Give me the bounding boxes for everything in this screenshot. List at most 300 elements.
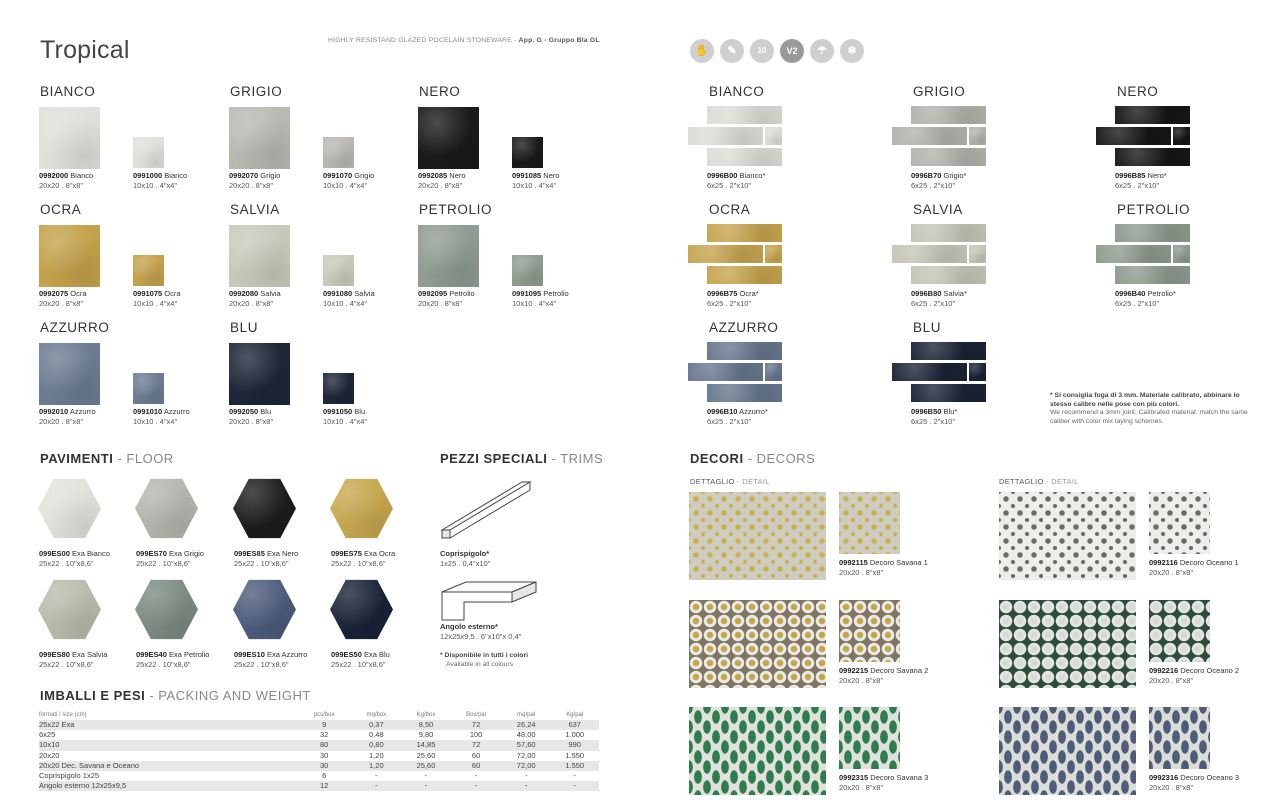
- packing-cell: 80: [297, 740, 350, 750]
- code-10x10-blu: [323, 407, 365, 417]
- size-20x20-grigio: 20x20 . 8"x8": [229, 181, 274, 190]
- hex-code-099es85: [234, 549, 298, 559]
- code-20x20-petrolio-label: Petrolio: [447, 289, 475, 298]
- hex-size-099es50: 25x22 . 10"x8,6": [331, 660, 386, 669]
- packing-cell: 1,20: [369, 750, 384, 760]
- code-20x20-ocra: [39, 289, 87, 299]
- tile-20x20-azzurro: [39, 343, 100, 405]
- hex-size-099es75: 25x22 . 10"x8,6": [331, 559, 386, 568]
- color-name-azzurro: AZZURRO: [40, 320, 110, 335]
- catalog-subtitle: [328, 37, 600, 44]
- packing-col-4: Box/pal: [466, 711, 487, 718]
- code-20x20-nero-code: 0992085: [418, 171, 448, 180]
- packing-cell: 25,60: [402, 761, 451, 771]
- tile-10x10-azzurro: [133, 373, 164, 404]
- brick-code-blu-code: 0996B50: [911, 407, 942, 416]
- code-20x20-salvia-code: 0992080: [229, 289, 259, 298]
- r10-icon: 10: [750, 39, 774, 63]
- brick-code-nero-label: Nero*: [1145, 171, 1167, 180]
- code-20x20-petrolio-code: 0992095: [418, 289, 448, 298]
- savana-detail-3: [689, 707, 826, 795]
- hex-code-099es80-code: 099ES80: [39, 650, 70, 659]
- code-20x20-salvia-label: Salvia: [258, 289, 281, 298]
- packing-cell: -: [402, 781, 451, 791]
- hex-code-099es50-label: Exa Blu: [361, 650, 390, 659]
- size-20x20-nero: 20x20 . 8"x8": [418, 181, 463, 190]
- size-20x20-bianco: 20x20 . 8"x8": [39, 181, 84, 190]
- code-20x20-nero: [418, 171, 466, 181]
- packing-cell: 100: [469, 730, 483, 740]
- decor-code-0992216-code: 0992216: [1149, 666, 1179, 675]
- packing-col-6: Kg/pal: [566, 711, 584, 718]
- packing-cell: 1.550: [550, 761, 599, 771]
- coprispigolo-drawing: [438, 476, 534, 544]
- tile-20x20-salvia: [229, 225, 290, 287]
- code-10x10-petrolio: [512, 289, 569, 299]
- code-10x10-ocra: [133, 289, 181, 299]
- brick-code-salvia-code: 0996B80: [911, 289, 942, 298]
- decors-section-title: DECORI - DECORS: [690, 451, 816, 466]
- brick-blu-3: [911, 384, 986, 402]
- savana-tile-2: [839, 600, 900, 662]
- hex-size-099es10: 25x22 . 10"x8,6": [234, 660, 289, 669]
- code-20x20-blu: [229, 407, 271, 417]
- packing-cell: -: [502, 781, 551, 791]
- oceano-detail-2: [999, 600, 1136, 688]
- size-20x20-ocra: 20x20 . 8"x8": [39, 299, 84, 308]
- hex-code-099es75: [331, 549, 395, 559]
- packing-cell: 0,37: [351, 720, 402, 730]
- tile-20x20-ocra: [39, 225, 100, 287]
- packing-cell: 6x25: [39, 730, 56, 740]
- hex-code-099es40-label: Exa Petrolio: [166, 650, 210, 659]
- size-10x10-bianco: 10x10 . 4"x4": [133, 181, 178, 190]
- trim-angolo-name: Angolo esterno*: [440, 622, 498, 631]
- hex-code-099es50: [331, 650, 390, 660]
- color-name-grigio: GRIGIO: [230, 84, 283, 99]
- packing-cell: 72,00: [516, 750, 536, 760]
- code-10x10-bianco-label: Bianco: [162, 171, 188, 180]
- decor-code-0992116-code: 0992116: [1149, 558, 1178, 567]
- brick-color-name-blu: BLU: [913, 320, 942, 335]
- code-10x10-nero-code: 0991085: [512, 171, 542, 180]
- brick-code-grigio-code: 0996B70: [911, 171, 942, 180]
- hex-size-099es40: 25x22 . 10"x8,6": [136, 660, 191, 669]
- brick-salvia-3: [911, 266, 986, 284]
- hex-tile-099es50: [330, 578, 393, 641]
- brick-nero-3: [1115, 148, 1190, 166]
- packing-cell: 1.550: [565, 750, 585, 760]
- brick-grigio-1: [911, 106, 986, 124]
- brick-bianco-cut: [765, 127, 782, 145]
- hex-size-099es70: 25x22 . 10"x8,6": [136, 559, 191, 568]
- brick-salvia-1: [911, 224, 986, 242]
- code-20x20-salvia: [229, 289, 281, 299]
- decor-code-0992315-label: Decoro Savana 3: [868, 773, 929, 782]
- packing-row: [39, 730, 599, 740]
- packing-cell: 48,00: [516, 730, 536, 740]
- code-20x20-bianco-label: Bianco: [68, 171, 94, 180]
- code-10x10-azzurro-label: Azzurro: [162, 407, 190, 416]
- packing-cell: 10x10: [39, 740, 297, 750]
- packing-row: [39, 751, 599, 761]
- packing-cell: 637: [550, 720, 599, 730]
- bricks-note-it: * Si consiglia fuga di 3 mm. Materiale calibrato, abbinare lo stesso calibro nelle pose con più colori.: [1050, 392, 1240, 408]
- brick-azzurro-1: [707, 342, 782, 360]
- packing-col-1: pcs/box: [313, 711, 335, 718]
- decor-code-0992316-code: 0992316: [1149, 773, 1179, 782]
- brick-bianco-3: [707, 148, 782, 166]
- brush-icon: ✎: [720, 39, 744, 63]
- code-10x10-salvia: [323, 289, 375, 299]
- packing-cell: -: [424, 771, 428, 781]
- brick-color-name-nero: NERO: [1117, 84, 1159, 99]
- brick-salvia-2: [892, 245, 967, 263]
- brick-nero-cut: [1173, 127, 1190, 145]
- tile-10x10-nero: [512, 137, 543, 168]
- v2-icon: V2: [780, 39, 804, 63]
- packing-cell: -: [524, 771, 528, 781]
- packing-cell: 60: [471, 750, 481, 760]
- trim-coprispigolo-size: 1x25 . 0,4"x10": [440, 559, 491, 568]
- hex-code-099es70-label: Exa Grigio: [166, 549, 204, 558]
- code-10x10-blu-label: Blu: [352, 407, 366, 416]
- brick-bianco-1: [707, 106, 782, 124]
- color-name-ocra: OCRA: [40, 202, 82, 217]
- packing-cell: 20x20 Dec. Savana e Oceano: [39, 761, 297, 771]
- size-20x20-blu: 20x20 . 8"x8": [229, 417, 274, 426]
- catalog-title: Tropical: [40, 36, 130, 64]
- brick-ocra-cut: [765, 245, 782, 263]
- decor-size-0992116: 20x20 . 8"x8": [1149, 568, 1194, 577]
- brick-nero-2: [1096, 127, 1171, 145]
- brick-blu-2: [892, 363, 967, 381]
- decor-size-0992316: 20x20 . 8"x8": [1149, 783, 1194, 792]
- bricks-note-en: We recommend a 3mm joint. Calibrated material: match the same caliber with color mix laying schemes.: [1050, 409, 1248, 425]
- hex-code-099es00: [39, 549, 110, 559]
- packing-cell: -: [351, 781, 402, 791]
- trims-note-it: * Disponibile in tutti i colori: [440, 652, 528, 659]
- packing-cell: 8,50: [402, 720, 451, 730]
- code-10x10-nero: [512, 171, 560, 181]
- code-20x20-petrolio: [418, 289, 475, 299]
- hex-code-099es00-code: 099ES00: [39, 549, 70, 558]
- hex-size-099es80: 25x22 . 10"x8,6": [39, 660, 94, 669]
- decor-code-0992116-label: Decoro Oceano 1: [1177, 558, 1239, 567]
- packing-cell: 0,80: [351, 740, 402, 750]
- tile-20x20-nero: [418, 107, 479, 169]
- packing-col-5: mq/pal: [517, 711, 536, 718]
- trim-coprispigolo-name: Coprispigolo*: [440, 549, 490, 558]
- brick-size-petrolio: 6x25 . 2"x10": [1115, 299, 1160, 308]
- code-20x20-blu-label: Blu: [258, 407, 272, 416]
- hex-code-099es70: [136, 549, 204, 559]
- tile-20x20-petrolio: [418, 225, 479, 287]
- code-10x10-blu-code: 0991050: [323, 407, 353, 416]
- packing-cell: Angolo esterno 12x25x9,5: [39, 781, 297, 791]
- code-10x10-petrolio-code: 0991095: [512, 289, 542, 298]
- packing-cell: 12: [297, 781, 350, 791]
- brick-bianco-2: [688, 127, 763, 145]
- code-10x10-salvia-code: 0991080: [323, 289, 353, 298]
- brick-code-azzurro-code: 0996B10: [707, 407, 738, 416]
- code-20x20-azzurro-code: 0992010: [39, 407, 69, 416]
- tile-10x10-bianco: [133, 137, 164, 168]
- code-20x20-blu-code: 0992050: [229, 407, 259, 416]
- packing-row: [39, 771, 599, 781]
- trims-section-title: PEZZI SPECIALI - TRIMS: [440, 451, 604, 466]
- brick-blu-cut: [969, 363, 986, 381]
- tile-10x10-salvia: [323, 255, 354, 286]
- decor-size-0992216: 20x20 . 8"x8": [1149, 676, 1194, 685]
- tile-20x20-grigio: [229, 107, 290, 169]
- code-10x10-bianco-code: 0991000: [133, 171, 163, 180]
- decor-code-0992216-label: Decoro Oceano 2: [1178, 666, 1240, 675]
- tile-10x10-grigio: [323, 137, 354, 168]
- packing-cell: 9,80: [418, 730, 434, 740]
- hex-tile-099es10: [233, 578, 296, 641]
- oceano-detail-3: [999, 707, 1136, 795]
- umbrella-icon: ☂: [810, 39, 834, 63]
- brick-azzurro-cut: [765, 363, 782, 381]
- packing-cell: 6: [322, 771, 327, 781]
- brick-grigio-cut: [969, 127, 986, 145]
- packing-col-3: Kg/box: [416, 711, 436, 718]
- packing-table: [39, 709, 599, 791]
- brick-size-grigio: 6x25 . 2"x10": [911, 181, 956, 190]
- decor-code-0992316-label: Decoro Oceano 3: [1178, 773, 1240, 782]
- decor-code-0992216: [1149, 666, 1239, 676]
- detail-label-savana: DETTAGLIO - DETAIL: [690, 477, 770, 486]
- brick-code-blu: [911, 407, 957, 417]
- code-20x20-ocra-code: 0992075: [39, 289, 69, 298]
- size-10x10-azzurro: 10x10 . 4"x4": [133, 417, 178, 426]
- brick-code-nero-code: 0996B85: [1115, 171, 1146, 180]
- brick-color-name-ocra: OCRA: [709, 202, 751, 217]
- code-10x10-grigio-code: 0991070: [323, 171, 353, 180]
- brick-code-salvia-label: Salvia*: [941, 289, 967, 298]
- packing-cell: -: [375, 771, 378, 781]
- bricks-note: [1050, 392, 1255, 426]
- packing-row: [39, 720, 599, 730]
- brick-color-name-petrolio: PETROLIO: [1117, 202, 1191, 217]
- brick-azzurro-3: [707, 384, 782, 402]
- snowflake-icon: ❄: [840, 39, 864, 63]
- code-20x20-ocra-label: Ocra: [68, 289, 87, 298]
- hex-code-099es80: [39, 650, 107, 660]
- subtitle-light: HIGHLY RESISTAND GLAZED POCELAIN STONEWARE -: [328, 37, 519, 44]
- packing-header-row: [39, 709, 599, 720]
- brick-ocra-1: [707, 224, 782, 242]
- packing-cell: 26,24: [502, 720, 551, 730]
- hex-code-099es00-label: Exa Bianco: [69, 549, 110, 558]
- hex-code-099es85-label: Exa Nero: [264, 549, 299, 558]
- detail-label-oceano: DETTAGLIO - DETAIL: [999, 477, 1079, 486]
- brick-code-azzurro: [707, 407, 768, 417]
- hex-code-099es10-code: 099ES10: [234, 650, 265, 659]
- packing-cell: -: [474, 771, 478, 781]
- brick-color-name-bianco: BIANCO: [709, 84, 765, 99]
- trims-note: [440, 652, 528, 669]
- brick-petrolio-1: [1115, 224, 1190, 242]
- brick-size-ocra: 6x25 . 2"x10": [707, 299, 752, 308]
- hex-code-099es10-label: Exa Azzurro: [264, 650, 308, 659]
- savana-tile-1: [839, 492, 900, 554]
- color-name-bianco: BIANCO: [40, 84, 96, 99]
- packing-cell: 20x20: [39, 750, 60, 760]
- hex-code-099es75-label: Exa Ocra: [361, 549, 396, 558]
- savana-tile-3: [839, 707, 900, 769]
- floor-section-title: PAVIMENTI - FLOOR: [40, 451, 174, 466]
- size-10x10-blu: 10x10 . 4"x4": [323, 417, 368, 426]
- brick-ocra-3: [707, 266, 782, 284]
- hex-size-099es00: 25x22 . 10"x8,6": [39, 559, 94, 568]
- brick-size-azzurro: 6x25 . 2"x10": [707, 417, 752, 426]
- oceano-tile-1: [1149, 492, 1210, 554]
- code-10x10-bianco: [133, 171, 187, 181]
- packing-cell: 25,60: [416, 750, 436, 760]
- brick-code-petrolio-label: Petrolio*: [1145, 289, 1176, 298]
- brick-size-blu: 6x25 . 2"x10": [911, 417, 956, 426]
- decor-size-0992115: 20x20 . 8"x8": [839, 568, 884, 577]
- angolo-esterno-drawing: [438, 578, 538, 624]
- code-10x10-ocra-code: 0991075: [133, 289, 163, 298]
- packing-cell: 32: [320, 730, 329, 740]
- hex-size-099es85: 25x22 . 10"x8,6": [234, 559, 289, 568]
- packing-row: [39, 740, 599, 750]
- hex-tile-099es40: [135, 578, 198, 641]
- savana-detail-1: [689, 492, 826, 580]
- oceano-tile-3: [1149, 707, 1210, 769]
- color-name-nero: NERO: [419, 84, 461, 99]
- packing-section-title: IMBALLI E PESI - PACKING AND WEIGHT: [40, 688, 311, 703]
- brick-petrolio-2: [1096, 245, 1171, 263]
- brick-code-petrolio: [1115, 289, 1176, 299]
- size-10x10-petrolio: 10x10 . 4"x4": [512, 299, 557, 308]
- savana-detail-2: [689, 600, 826, 688]
- hex-code-099es85-code: 099ES85: [234, 549, 265, 558]
- decor-code-0992315: [839, 773, 928, 783]
- hex-tile-099es85: [233, 477, 296, 540]
- packing-cell: 1.000: [565, 730, 585, 740]
- decor-code-0992215-code: 0992215: [839, 666, 869, 675]
- code-10x10-salvia-label: Salvia: [352, 289, 375, 298]
- packing-cell: Coprispigolo 1x25: [39, 771, 100, 781]
- packing-cell: 30: [297, 761, 350, 771]
- code-20x20-grigio-label: Grigio: [258, 171, 281, 180]
- size-10x10-grigio: 10x10 . 4"x4": [323, 181, 368, 190]
- decor-code-0992315-code: 0992315: [839, 773, 869, 782]
- packing-cell: 0,48: [369, 730, 384, 740]
- code-20x20-azzurro-label: Azzurro: [68, 407, 96, 416]
- hex-code-099es10: [234, 650, 307, 660]
- brick-code-bianco: [707, 171, 765, 181]
- brick-grigio-2: [892, 127, 967, 145]
- code-10x10-grigio: [323, 171, 374, 181]
- packing-row: [39, 761, 599, 771]
- code-10x10-nero-label: Nero: [541, 171, 560, 180]
- brick-code-bianco-label: Bianco*: [737, 171, 766, 180]
- oceano-tile-2: [1149, 600, 1210, 662]
- brick-code-grigio: [911, 171, 966, 181]
- color-name-blu: BLU: [230, 320, 259, 335]
- decor-code-0992316: [1149, 773, 1239, 783]
- code-20x20-azzurro: [39, 407, 96, 417]
- brick-size-bianco: 6x25 . 2"x10": [707, 181, 752, 190]
- code-10x10-azzurro-code: 0991010: [133, 407, 163, 416]
- brick-code-grigio-label: Grigio*: [941, 171, 967, 180]
- brick-code-nero: [1115, 171, 1167, 181]
- brick-color-name-azzurro: AZZURRO: [709, 320, 779, 335]
- oceano-detail-1: [999, 492, 1136, 580]
- color-name-petrolio: PETROLIO: [419, 202, 493, 217]
- hex-code-099es50-code: 099ES50: [331, 650, 362, 659]
- packing-row: [39, 781, 599, 791]
- brick-grigio-3: [911, 148, 986, 166]
- packing-cell: 72,00: [502, 761, 551, 771]
- packing-cell: -: [573, 771, 576, 781]
- brick-color-name-salvia: SALVIA: [913, 202, 963, 217]
- tile-10x10-ocra: [133, 255, 164, 286]
- brick-code-ocra-label: Ocra*: [737, 289, 759, 298]
- tile-10x10-blu: [323, 373, 354, 404]
- decor-code-0992115-code: 0992115: [839, 558, 868, 567]
- tile-20x20-blu: [229, 343, 290, 405]
- hand-icon: ✋: [690, 39, 714, 63]
- brick-code-ocra-code: 0996B75: [707, 289, 738, 298]
- hex-code-099es75-code: 099ES75: [331, 549, 362, 558]
- size-10x10-ocra: 10x10 . 4"x4": [133, 299, 178, 308]
- code-10x10-petrolio-label: Petrolio: [541, 289, 569, 298]
- brick-size-nero: 6x25 . 2"x10": [1115, 181, 1160, 190]
- packing-cell: 14,85: [402, 740, 451, 750]
- subtitle-bold: App. G - Gruppo Bla GL: [518, 37, 600, 44]
- packing-col-2: mq/box: [366, 711, 387, 718]
- brick-ocra-2: [688, 245, 763, 263]
- decor-size-0992315: 20x20 . 8"x8": [839, 783, 884, 792]
- code-20x20-grigio: [229, 171, 280, 181]
- brick-color-name-grigio: GRIGIO: [913, 84, 966, 99]
- color-name-salvia: SALVIA: [230, 202, 280, 217]
- brick-code-bianco-code: 0996B00: [707, 171, 738, 180]
- hex-tile-099es00: [38, 477, 101, 540]
- code-20x20-nero-label: Nero: [447, 171, 466, 180]
- decor-code-0992116: [1149, 558, 1239, 568]
- hex-tile-099es70: [135, 477, 198, 540]
- size-20x20-salvia: 20x20 . 8"x8": [229, 299, 274, 308]
- brick-nero-1: [1115, 106, 1190, 124]
- brick-azzurro-2: [688, 363, 763, 381]
- brick-code-azzurro-label: Azzurro*: [737, 407, 768, 416]
- packing-cell: 990: [550, 740, 599, 750]
- packing-cell: 60: [450, 761, 502, 771]
- packing-cell: 72: [450, 740, 502, 750]
- packing-cell: 1,20: [351, 761, 402, 771]
- brick-petrolio-cut: [1173, 245, 1190, 263]
- packing-cell: 57,60: [502, 740, 551, 750]
- packing-col-0: formati / size (cm): [39, 711, 87, 718]
- hex-code-099es40: [136, 650, 209, 660]
- brick-salvia-cut: [969, 245, 986, 263]
- packing-cell: 30: [320, 750, 329, 760]
- brick-code-salvia: [911, 289, 967, 299]
- packing-cell: 72: [450, 720, 502, 730]
- hex-code-099es80-label: Exa Salvia: [69, 650, 108, 659]
- hex-code-099es40-code: 099ES40: [136, 650, 167, 659]
- brick-size-salvia: 6x25 . 2"x10": [911, 299, 956, 308]
- trims-note-en: Available in all colours: [446, 660, 514, 668]
- brick-code-blu-label: Blu*: [941, 407, 958, 416]
